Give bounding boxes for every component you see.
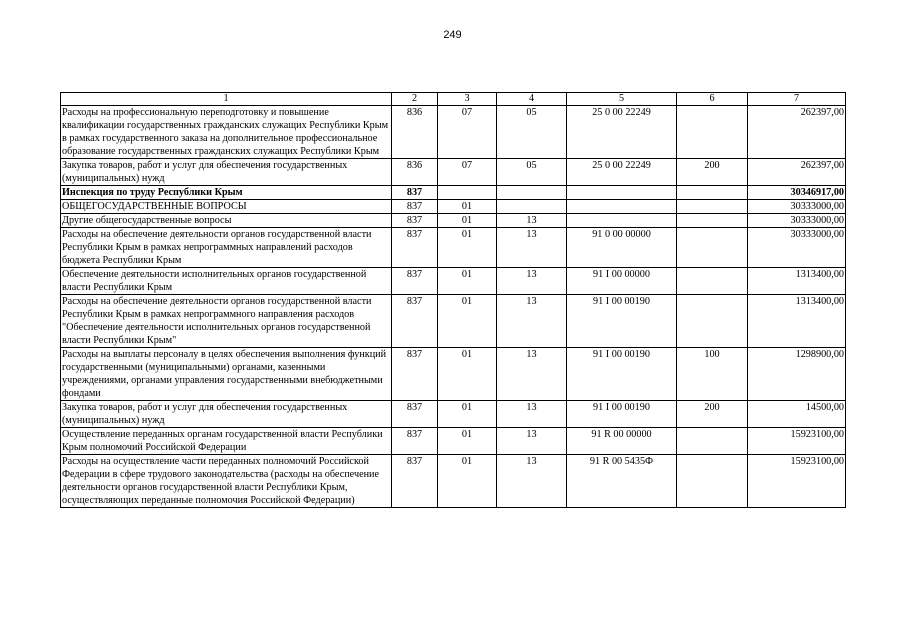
table-row — [61, 200, 846, 214]
row-amount-cell: 262397,00 — [748, 159, 846, 186]
row-section-cell: 07 — [438, 106, 497, 159]
row-amount-cell: 30346917,00 — [748, 186, 846, 200]
row-code-cell: 837 — [392, 295, 438, 348]
row-target-cell: 91 I 00 00190 — [567, 401, 677, 428]
table-row — [61, 455, 846, 508]
row-subsection-cell: 13 — [497, 268, 567, 295]
row-target-cell — [567, 214, 677, 228]
row-subsection-cell: 13 — [497, 295, 567, 348]
row-target-cell: 25 0 00 22249 — [567, 106, 677, 159]
table-row — [61, 348, 846, 401]
row-section-cell: 01 — [438, 401, 497, 428]
row-type-cell — [677, 106, 748, 159]
table-row — [61, 401, 846, 428]
row-code-cell: 837 — [392, 186, 438, 200]
row-amount-cell: 15923100,00 — [748, 455, 846, 508]
row-subsection-cell: 13 — [497, 428, 567, 455]
row-section-cell: 01 — [438, 214, 497, 228]
row-amount-cell: 1313400,00 — [748, 295, 846, 348]
row-name-cell: Обеспечение деятельности исполнительных органов государственной власти Республики Крым — [61, 268, 392, 295]
row-subsection-cell — [497, 200, 567, 214]
row-section-cell: 01 — [438, 428, 497, 455]
table-row — [61, 214, 846, 228]
row-amount-cell: 1298900,00 — [748, 348, 846, 401]
table-row — [61, 159, 846, 186]
row-name-cell: ОБЩЕГОСУДАРСТВЕННЫЕ ВОПРОСЫ — [61, 200, 392, 214]
row-target-cell: 91 R 00 00000 — [567, 428, 677, 455]
row-section-cell: 01 — [438, 455, 497, 508]
row-target-cell: 91 I 00 00190 — [567, 295, 677, 348]
row-type-cell — [677, 200, 748, 214]
row-type-cell — [677, 455, 748, 508]
row-name-cell: Инспекция по труду Республики Крым — [61, 186, 392, 200]
row-name-cell: Расходы на осуществление части переданных полномочий Российской Федерации в сфере трудового законодательства (расходы на обеспечение деятельности органов государственной власти Республики Крым, осуществляющих переданные полномочия Российской Федерации) — [61, 455, 392, 508]
table-body — [61, 106, 846, 508]
row-type-cell: 200 — [677, 159, 748, 186]
row-name-cell: Закупка товаров, работ и услуг для обеспечения государственных (муниципальных) нужд — [61, 159, 392, 186]
table-header-row — [61, 93, 846, 106]
row-amount-cell: 15923100,00 — [748, 428, 846, 455]
row-name-cell: Осуществление переданных органам государственной власти Республики Крым полномочий Российской Федерации — [61, 428, 392, 455]
row-subsection-cell: 13 — [497, 401, 567, 428]
budget-table — [60, 92, 846, 508]
row-code-cell: 837 — [392, 200, 438, 214]
row-name-cell: Расходы на выплаты персоналу в целях обеспечения выполнения функций государственными (муниципальными) органами, казенными учреждениями, органами управления государственными внебюджетными фондами — [61, 348, 392, 401]
row-type-cell — [677, 428, 748, 455]
row-subsection-cell: 13 — [497, 455, 567, 508]
row-section-cell: 01 — [438, 228, 497, 268]
row-amount-cell: 14500,00 — [748, 401, 846, 428]
row-code-cell: 837 — [392, 348, 438, 401]
table-row — [61, 295, 846, 348]
row-section-cell: 01 — [438, 268, 497, 295]
row-amount-cell: 1313400,00 — [748, 268, 846, 295]
row-amount-cell: 30333000,00 — [748, 200, 846, 214]
row-code-cell: 837 — [392, 428, 438, 455]
column-header: 3 — [438, 93, 497, 106]
row-target-cell: 91 0 00 00000 — [567, 228, 677, 268]
row-type-cell: 200 — [677, 401, 748, 428]
table-row — [61, 106, 846, 159]
row-code-cell: 837 — [392, 268, 438, 295]
row-target-cell: 91 I 00 00000 — [567, 268, 677, 295]
row-subsection-cell — [497, 186, 567, 200]
row-amount-cell: 30333000,00 — [748, 214, 846, 228]
table-row — [61, 186, 846, 200]
row-section-cell — [438, 186, 497, 200]
column-header: 4 — [497, 93, 567, 106]
row-name-cell: Расходы на профессиональную переподготовку и повышение квалификации государственных гражданских служащих Республики Крым в рамках государственного заказа на дополнительное профессиональное образование государственных гражданских служащих Республики Крым — [61, 106, 392, 159]
row-name-cell: Другие общегосударственные вопросы — [61, 214, 392, 228]
row-type-cell — [677, 228, 748, 268]
column-header: 6 — [677, 93, 748, 106]
row-name-cell: Расходы на обеспечение деятельности органов государственной власти Республики Крым в рамках непрограммных направлений расходов бюджета Республики Крым — [61, 228, 392, 268]
page-number: 249 — [443, 29, 462, 41]
row-amount-cell: 262397,00 — [748, 106, 846, 159]
row-target-cell: 91 R 00 5435Ф — [567, 455, 677, 508]
row-target-cell: 25 0 00 22249 — [567, 159, 677, 186]
row-target-cell — [567, 186, 677, 200]
row-amount-cell: 30333000,00 — [748, 228, 846, 268]
row-section-cell: 07 — [438, 159, 497, 186]
row-target-cell — [567, 200, 677, 214]
column-header: 2 — [392, 93, 438, 106]
row-type-cell — [677, 186, 748, 200]
row-type-cell — [677, 295, 748, 348]
row-subsection-cell: 13 — [497, 228, 567, 268]
row-subsection-cell: 05 — [497, 159, 567, 186]
row-name-cell: Закупка товаров, работ и услуг для обеспечения государственных (муниципальных) нужд — [61, 401, 392, 428]
row-section-cell: 01 — [438, 200, 497, 214]
row-code-cell: 837 — [392, 401, 438, 428]
row-code-cell: 837 — [392, 214, 438, 228]
row-code-cell: 836 — [392, 159, 438, 186]
table-row — [61, 268, 846, 295]
column-header: 5 — [567, 93, 677, 106]
column-header: 1 — [61, 93, 392, 106]
table-row — [61, 428, 846, 455]
row-subsection-cell: 05 — [497, 106, 567, 159]
table-row — [61, 228, 846, 268]
row-code-cell: 837 — [392, 455, 438, 508]
row-subsection-cell: 13 — [497, 214, 567, 228]
row-section-cell: 01 — [438, 348, 497, 401]
row-subsection-cell: 13 — [497, 348, 567, 401]
row-type-cell — [677, 268, 748, 295]
row-target-cell: 91 I 00 00190 — [567, 348, 677, 401]
row-type-cell — [677, 214, 748, 228]
row-code-cell: 836 — [392, 106, 438, 159]
row-type-cell: 100 — [677, 348, 748, 401]
row-name-cell: Расходы на обеспечение деятельности органов государственной власти Республики Крым в рамках непрограммного направления расходов "Обеспечение деятельности исполнительных органов государственной власти Республики Крым" — [61, 295, 392, 348]
column-header: 7 — [748, 93, 846, 106]
row-code-cell: 837 — [392, 228, 438, 268]
row-section-cell: 01 — [438, 295, 497, 348]
